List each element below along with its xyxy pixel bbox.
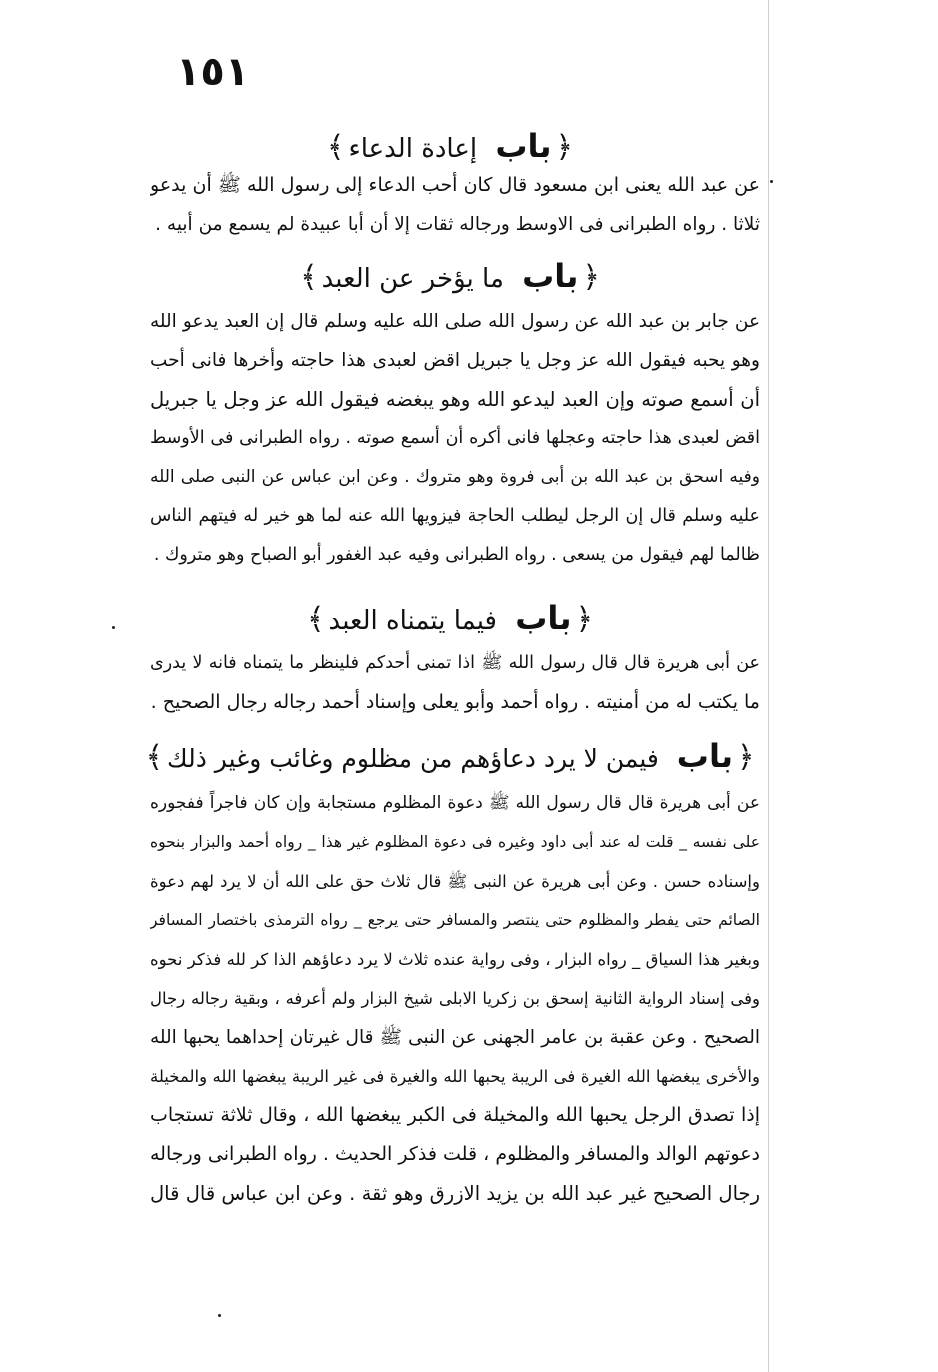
text-line: ثلاثا . رواه الطبرانى فى الاوسط ورجاله ثقات إلا أن أبا عبيدة لم يسمع من أبيه . [155, 214, 760, 235]
text-line: وإسناده حسن . وعن أبى هريرة عن النبى ﷺ قال ثلاث حق على الله أن لا يرد لهم دعوة [150, 872, 760, 891]
chapter-heading [140, 598, 760, 641]
chapter-title: إعادة الدعاء [348, 134, 478, 164]
chapter-title: فيما يتمناه العبد [328, 606, 497, 636]
text-line: دعوتهم الوالد والمسافر والمظلوم ، قلت فذكر الحديث . رواه الطبرانى ورجاله [150, 1143, 760, 1165]
bab-label: باب [515, 599, 572, 637]
ornament-bracket-open: ﴿ [582, 260, 600, 295]
chapter-title: ما يؤخر عن العبد [321, 264, 504, 294]
text-line: وبغير هذا السياق _ رواه البزار ، وفى رواية عنده ثلاث لا يرد دعاؤهم الذا كر لله فذكر نحوه [150, 950, 760, 969]
ornament-bracket-close: ﴾ [300, 260, 318, 295]
chapter-heading [140, 736, 760, 779]
text-line: رجال الصحيح غير عبد الله بن يزيد الازرق وهو ثقة . وعن ابن عباس قال قال [150, 1182, 760, 1205]
ornament-bracket-open: ﴿ [736, 740, 755, 775]
text-line: عليه وسلم قال إن الرجل ليطلب الحاجة فيزويها الله عنه لما هو خير له فيتهم الناس [150, 506, 760, 526]
text-line: الصحيح . وعن عقبة بن عامر الجهنى عن النبى ﷺ قال غيرتان إحداهما يحبها الله [150, 1027, 760, 1048]
text-line: وفيه اسحق بن عبد الله بن أبى فروة وهو متروك . وعن ابن عباس عن النبى صلى الله [150, 467, 760, 487]
ornament-bracket-close: ﴾ [145, 740, 164, 775]
bab-label: باب [676, 737, 733, 775]
chapter-heading [140, 256, 760, 299]
text-line: أن أسمع صوته وإن العبد ليدعو الله وهو يبغضه فيقول الله عز وجل يا جبريل [150, 388, 760, 411]
chapter-text [150, 302, 760, 575]
ornament-bracket-open: ﴿ [555, 130, 574, 165]
margin-rule [768, 0, 769, 1372]
text-line: إذا تصدق الرجل يحبها الله والمخيلة فى الكبر يبغضها الله ، وقال ثلاثة تستجاب [150, 1104, 760, 1126]
chapter-heading [140, 126, 760, 169]
ink-speck [770, 180, 773, 183]
chapter-text [150, 166, 760, 244]
ornament-bracket-close: ﴾ [306, 602, 325, 637]
ornament-bracket-open: ﴿ [575, 602, 594, 637]
ink-speck [218, 1314, 221, 1317]
text-line: اقض لعبدى هذا حاجته وعجلها فانى أكره أن أسمع صوته . رواه الطبرانى فى الأوسط [150, 428, 760, 448]
ornament-bracket-close: ﴾ [326, 130, 345, 165]
chapter-text [150, 784, 760, 1213]
text-line: والأخرى يبغضها الله الغيرة فى الريبة يحبها الله والغيرة فى غير الريبة يبغضها الله والمخيلة [150, 1067, 760, 1086]
text-line: عن عبد الله يعنى ابن مسعود قال كان أحب الدعاء إلى رسول الله ﷺ أن يدعو [150, 174, 760, 196]
bab-label: باب [495, 127, 552, 165]
text-line: الصائم حتى يفطر والمظلوم حتى ينتصر والمسافر حتى يرجع _ رواه الترمذى باختصار المسافر [150, 911, 760, 929]
text-line: ظالما لهم فيقول من يسعى . رواه الطبرانى وفيه عبد الغفور أبو الصباح وهو متروك . [153, 545, 760, 565]
text-line: وهو يحبه فيقول الله عز وجل يا جبريل اقض لعبدى هذا حاجته وأخرها فانى أحب [150, 350, 760, 371]
text-line: ما يكتب له من أمنيته . رواه أحمد وأبو يعلى وإسناد أحمد رجاله رجال الصحيح . [150, 691, 760, 713]
text-line: عن جابر بن عبد الله عن رسول الله صلى الله عليه وسلم قال إن العبد يدعو الله [150, 311, 760, 332]
page-number: ١٥١ [176, 49, 250, 95]
ink-speck [112, 626, 115, 629]
text-line: وفى إسناد الرواية الثانية إسحق بن زكريا الابلى شيخ البزار ولم أعرفه ، وبقية رجاله رجال [150, 989, 760, 1008]
chapter-text [150, 644, 760, 722]
chapter-title: فيمن لا يرد دعاؤهم من مظلوم وغائب وغير ذلك [167, 744, 659, 773]
text-line: عن أبى هريرة قال قال رسول الله ﷺ اذا تمنى أحدكم فلينظر ما يتمناه فانه لا يدرى [150, 653, 760, 673]
text-line: عن أبى هريرة قال قال رسول الله ﷺ دعوة المظلوم مستجابة وإن كان فاجراً ففجوره [150, 793, 760, 813]
bab-label: باب [522, 257, 579, 295]
text-line: على نفسه _ قلت له عند أبى داود وغيره فى دعوة المظلوم غير هذا _ رواه أحمد والبزار بنحوه [150, 833, 760, 851]
